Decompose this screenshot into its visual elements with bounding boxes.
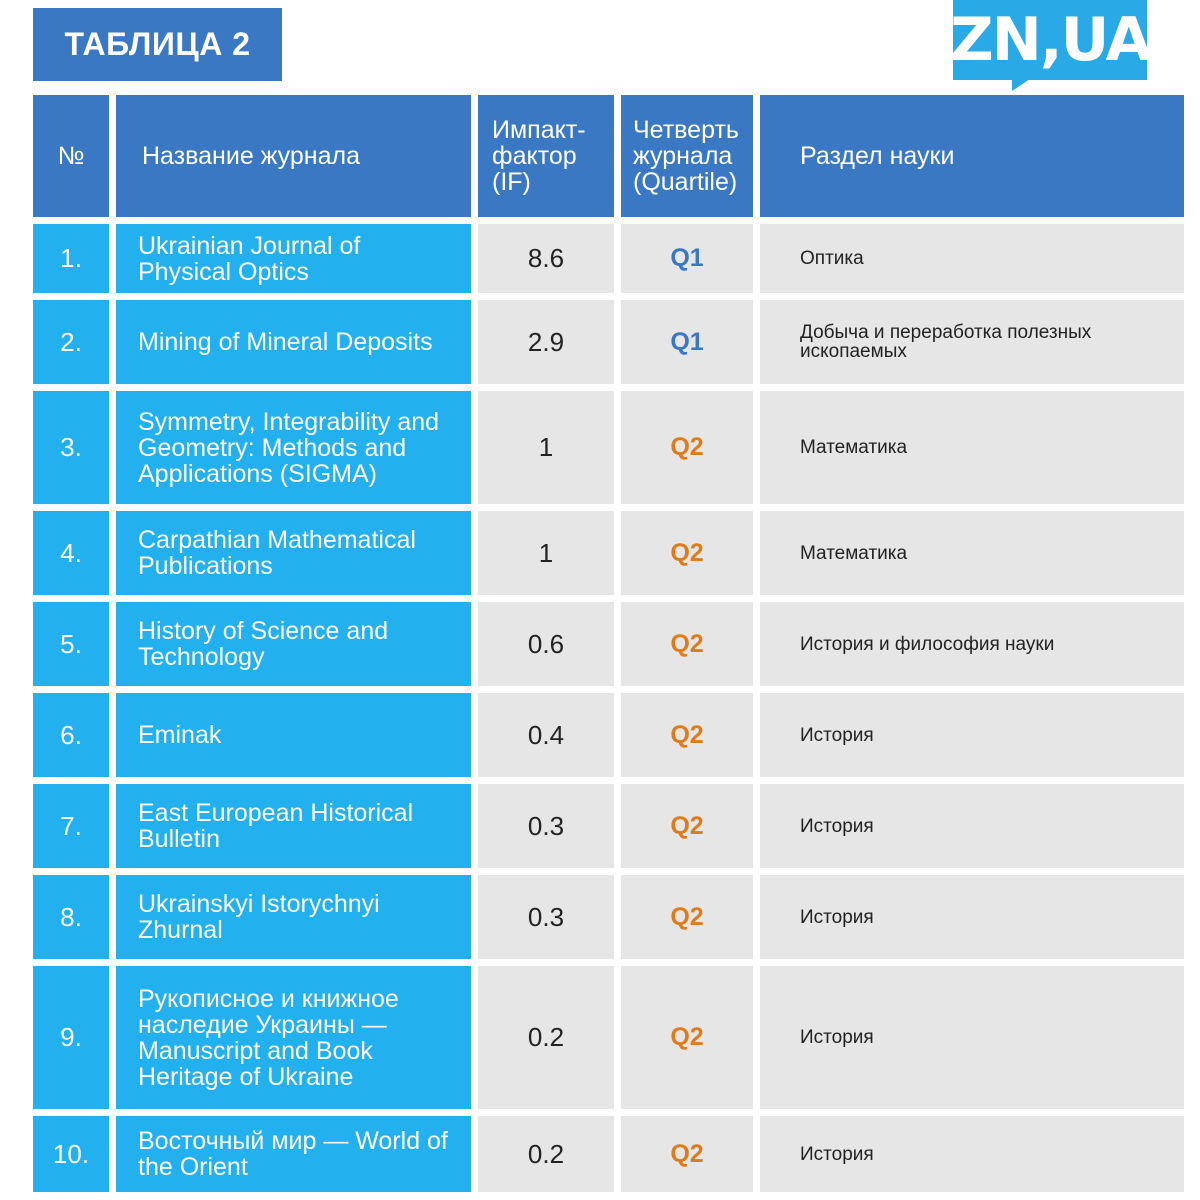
journal-name: Symmetry, Integrability and Geometry: Methods and Applications (SIGMA)	[116, 391, 471, 504]
journal-name: Ukrainian Journal of Physical Optics	[116, 224, 471, 293]
logo-speech-tail	[1012, 79, 1030, 91]
journals-table	[33, 95, 1183, 1192]
journal-name: Рукописное и книжное наследие Украины — Manuscript and Book Heritage of Ukraine	[116, 966, 471, 1109]
row-number: 2.	[33, 300, 109, 384]
impact-factor: 0.2	[478, 1116, 614, 1192]
science-section: История и философия науки	[760, 602, 1184, 686]
quartile-badge: Q1	[621, 300, 753, 384]
impact-factor: 8.6	[478, 224, 614, 293]
header-num: №	[33, 95, 109, 217]
row-number: 8.	[33, 875, 109, 959]
quartile-badge: Q2	[621, 784, 753, 868]
row-number: 3.	[33, 391, 109, 504]
science-section: История	[760, 1116, 1184, 1192]
zn-ua-logo: ZN,UA	[953, 0, 1147, 80]
quartile-badge: Q2	[621, 1116, 753, 1192]
journal-name: Восточный мир — World of the Orient	[116, 1116, 471, 1192]
row-number: 4.	[33, 511, 109, 595]
impact-factor: 0.3	[478, 875, 614, 959]
quartile-badge: Q2	[621, 693, 753, 777]
quartile-badge: Q2	[621, 391, 753, 504]
row-number: 5.	[33, 602, 109, 686]
impact-factor: 0.2	[478, 966, 614, 1109]
science-section: Оптика	[760, 224, 1184, 293]
science-section: Математика	[760, 391, 1184, 504]
impact-factor: 1	[478, 391, 614, 504]
quartile-badge: Q1	[621, 224, 753, 293]
header-quartile: Четверть журнала (Quartile)	[621, 95, 753, 217]
impact-factor: 0.3	[478, 784, 614, 868]
journal-name: Ukrainskyi Istorychnyi Zhurnal	[116, 875, 471, 959]
impact-factor: 1	[478, 511, 614, 595]
row-number: 1.	[33, 224, 109, 293]
quartile-badge: Q2	[621, 511, 753, 595]
journal-name: History of Science and Technology	[116, 602, 471, 686]
science-section: История	[760, 784, 1184, 868]
science-section: Математика	[760, 511, 1184, 595]
science-section: Добыча и переработка полезных ископаемых	[760, 300, 1184, 384]
header-impact-factor: Импакт-фактор (IF)	[478, 95, 614, 217]
row-number: 6.	[33, 693, 109, 777]
impact-factor: 2.9	[478, 300, 614, 384]
quartile-badge: Q2	[621, 602, 753, 686]
journal-name: Carpathian Mathematical Publications	[116, 511, 471, 595]
row-number: 7.	[33, 784, 109, 868]
journal-name: Mining of Mineral Deposits	[116, 300, 471, 384]
header-journal-name: Название журнала	[116, 95, 471, 217]
page-title: ТАБЛИЦА 2	[33, 8, 282, 81]
science-section: История	[760, 693, 1184, 777]
quartile-badge: Q2	[621, 875, 753, 959]
science-section: История	[760, 966, 1184, 1109]
journal-name: Eminak	[116, 693, 471, 777]
row-number: 10.	[33, 1116, 109, 1192]
quartile-badge: Q2	[621, 966, 753, 1109]
impact-factor: 0.6	[478, 602, 614, 686]
row-number: 9.	[33, 966, 109, 1109]
science-section: История	[760, 875, 1184, 959]
header-science-section: Раздел науки	[760, 95, 1184, 217]
journal-name: East European Historical Bulletin	[116, 784, 471, 868]
impact-factor: 0.4	[478, 693, 614, 777]
